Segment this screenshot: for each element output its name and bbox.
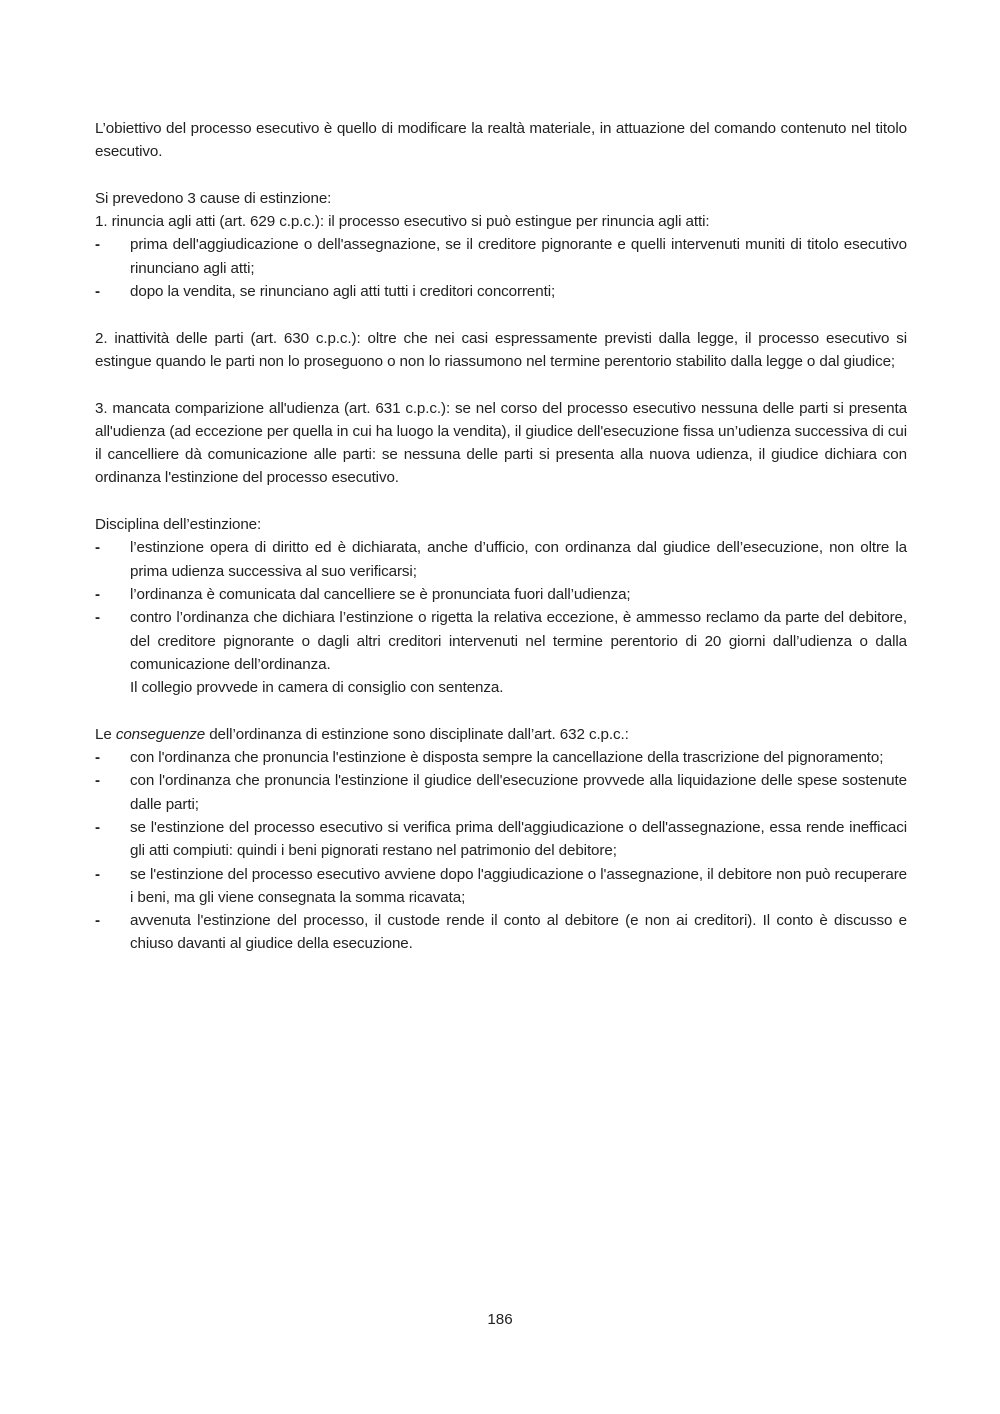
list-item <box>95 816 907 863</box>
spacer <box>95 303 907 326</box>
bullet-dash: - <box>95 585 100 603</box>
discipline-heading: Disciplina dell’estinzione: <box>95 516 262 534</box>
list-item <box>95 606 907 676</box>
spacer <box>95 373 907 396</box>
consequences-list <box>95 746 907 956</box>
cause-2-paragraph: 2. inattività delle parti (art. 630 c.p.c.): oltre che nei casi espressamente previsti dalla legge, il processo esecutivo si estingue quando le parti non lo proseguono o non lo riassumono nel termine perentorio stabilito dalla legge o dal giudice; <box>95 329 907 370</box>
list-item <box>95 769 907 816</box>
list-item <box>95 746 907 769</box>
spacer <box>95 490 907 513</box>
list-item-text: avvenuta l'estinzione del processo, il custode rende il conto al debitore (e non ai creditori). Il conto è discusso e chiuso davanti al giudice della esecuzione. <box>130 912 907 953</box>
bullet-dash: - <box>95 772 100 790</box>
list-item-text: prima dell'aggiudicazione o dell'assegnazione, se il creditore pignorante e quelli intervenuti muniti di titolo esecutivo rinunciano agli atti; <box>130 236 907 277</box>
list-item <box>95 233 907 280</box>
heading-emphasis: conseguenze <box>115 725 206 743</box>
cause-3-paragraph: 3. mancata comparizione all'udienza (art. 631 c.p.c.): se nel corso del processo esecutivo nessuna delle parti si presenta all'udienza (ad eccezione per quella in cui ha luogo la vendita), il giudice dell'esecuzione fissa un’udienza successiva di cui il cancelliere dà comunicazione alle parti: se nessuna delle parti si presenta alla nuova udienza, il giudice dichiara con ordinanza l'estinzione del processo esecutivo. <box>95 399 907 487</box>
spacer <box>95 164 907 187</box>
list-item-text: dopo la vendita, se rinunciano agli atti tutti i creditori concorrenti; <box>130 283 556 301</box>
heading-prefix: Le <box>95 725 116 743</box>
page-number: 186 <box>487 1311 513 1328</box>
bullet-dash: - <box>95 865 100 883</box>
bullet-dash: - <box>95 749 100 767</box>
cause-1-list <box>95 233 907 303</box>
cause-1-heading: 1. rinuncia agli atti (art. 629 c.p.c.): il processo esecutivo si può estingue per rinuncia agli atti: <box>95 213 710 231</box>
discipline-list <box>95 536 907 676</box>
bullet-dash: - <box>95 236 100 254</box>
list-item-text: l’ordinanza è comunicata dal cancelliere se è pronunciata fuori dall’udienza; <box>130 585 631 603</box>
causes-intro: Si prevedono 3 cause di estinzione: <box>95 189 332 207</box>
bullet-dash: - <box>95 283 100 301</box>
consequences-heading <box>95 723 907 746</box>
list-item-text: l’estinzione opera di diritto ed è dichiarata, anche d’ufficio, con ordinanza dal giudice dell’esecuzione, non oltre la prima udienza successiva al suo verificarsi; <box>130 539 907 580</box>
bullet-dash: - <box>95 818 100 836</box>
heading-suffix: dell’ordinanza di estinzione sono disciplinate dall’art. 632 c.p.c.: <box>205 725 629 743</box>
list-item-text: se l'estinzione del processo esecutivo si verifica prima dell'aggiudicazione o dell'assegnazione, essa rende inefficaci gli atti compiuti: quindi i beni pignorati restano nel patrimonio del debitore; <box>130 818 907 860</box>
list-item-text: con l'ordinanza che pronuncia l'estinzione il giudice dell'esecuzione provvede alla liquidazione delle spese sostenute dalle parti; <box>130 772 907 813</box>
list-item <box>95 583 907 606</box>
list-item <box>95 863 907 910</box>
bullet-dash: - <box>95 539 100 557</box>
list-item <box>95 280 907 303</box>
intro-paragraph: L’obiettivo del processo esecutivo è quello di modificare la realtà materiale, in attuazione del comando contenuto nel titolo esecutivo. <box>95 120 907 161</box>
bullet-dash: - <box>95 609 100 627</box>
bullet-dash: - <box>95 912 100 930</box>
discipline-note: Il collegio provvede in camera di consiglio con sentenza. <box>130 679 504 697</box>
list-item-text: contro l’ordinanza che dichiara l’estinzione o rigetta la relativa eccezione, è ammesso reclamo da parte del debitore, del creditore pignorante o dagli altri creditori intervenuti nel termine perentorio di 20 giorni dall’udienza o dalla comunicazione dell’ordinanza. <box>130 609 907 673</box>
list-item <box>95 536 907 583</box>
list-item-text: se l'estinzione del processo esecutivo avviene dopo l'aggiudicazione o l'assegnazione, il debitore non può recuperare i beni, ma gli viene consegnata la somma ricavata; <box>130 865 907 906</box>
spacer <box>95 699 907 722</box>
page-body <box>95 117 907 956</box>
list-item-text: con l'ordinanza che pronuncia l'estinzione è disposta sempre la cancellazione della trascrizione del pignoramento; <box>130 749 884 767</box>
list-item <box>95 909 907 956</box>
